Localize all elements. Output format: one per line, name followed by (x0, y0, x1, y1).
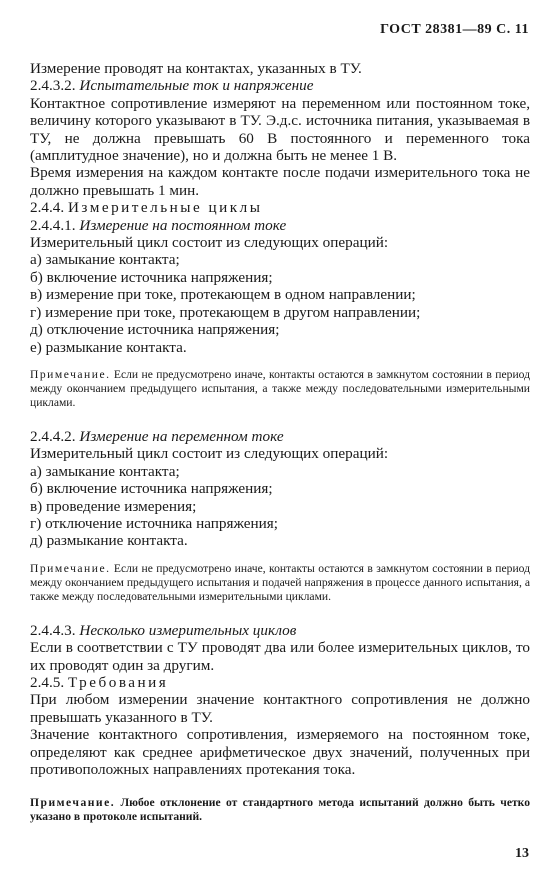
note (30, 796, 530, 824)
list-item: г) измерение при токе, протекающем в другом направлении; (30, 303, 421, 321)
note-label: Примечание. (30, 367, 111, 381)
section-number: 2.4.5. (30, 673, 65, 691)
note-text: Любое отклонение от стандартного метода испытаний должно быть четко указано в протоколе испытаний. (30, 796, 530, 824)
section-number: 2.4.4.2. (30, 427, 76, 445)
list-item: б) включение источника напряжения; (30, 268, 273, 286)
section-number: 2.4.4. (30, 199, 65, 217)
note (30, 368, 530, 410)
list-item: а) замыкание контакта; (30, 462, 180, 480)
note-text: Если не предусмотрено иначе, контакты остаются в замкнутом состоянии в период между окончанием предыдущего испытания и подачей напряжения в процессе данного испытания, а также между последовательными измерительными циклами. (30, 561, 531, 603)
note-label: Примечание. (30, 561, 111, 575)
section-title: Испытательные ток и напряжение (79, 77, 314, 95)
section-title: Несколько измерительных циклов (79, 621, 297, 639)
list-item: е) размыкание контакта. (30, 338, 187, 356)
paragraph: Время измерения на каждом контакте после подачи измерительного тока не должно превышать 1 мин. (30, 164, 530, 199)
list-item: д) отключение источника напряжения; (30, 321, 280, 339)
section-heading (30, 199, 530, 216)
section-heading (30, 428, 530, 445)
page-number: 13 (515, 846, 529, 861)
note (30, 562, 530, 604)
section-title: Измерение на переменном токе (79, 427, 284, 445)
note-label: Примечание. (30, 796, 116, 810)
section-heading (30, 622, 530, 639)
section-heading (30, 674, 530, 691)
paragraph: Измерительный цикл состоит из следующих операций: (30, 445, 389, 463)
section-title: Измерение на постоянном токе (79, 216, 287, 234)
paragraph: Контактное сопротивление измеряют на переменном или постоянном токе, величину которого указывают в ТУ. Э.д.с. источника питания, указываемая в ТУ, не должна превышать 60 В постоянного и переменного тока (амплитудное значение), но и должна быть не менее 1 В. (30, 94, 530, 165)
list-item: в) проведение измерения; (30, 497, 197, 515)
section-heading (30, 77, 530, 94)
page-header: ГОСТ 28381—89 С. 11 (380, 22, 529, 37)
list-item: а) замыкание контакта; (30, 251, 180, 269)
list-item: б) включение источника напряжения; (30, 480, 273, 498)
section-title: Измерительные циклы (67, 199, 263, 217)
note-text: Если не предусмотрено иначе, контакты остаются в замкнутом состоянии в период между окончанием предыдущего испытания, а также между последовательными измерительными циклами. (30, 367, 531, 409)
section-title: Требования (67, 673, 169, 691)
paragraph: Значение контактного сопротивления, измеряемого на постоянном токе, определяют как среднее арифметическое двух значений, полученных при противоположных направлениях протекания тока. (30, 726, 530, 778)
paragraph: Измерительный цикл состоит из следующих операций: (30, 234, 389, 252)
section-number: 2.4.3.2. (30, 77, 76, 95)
paragraph: При любом измерении значение контактного сопротивления не должно превышать указанного в ТУ. (30, 691, 530, 726)
section-number: 2.4.4.1. (30, 216, 76, 234)
list-item: д) размыкание контакта. (30, 532, 188, 550)
paragraph: Если в соответствии с ТУ проводят два или более измерительных циклов, то их проводят один за другим. (30, 639, 530, 674)
section-number: 2.4.4.3. (30, 621, 76, 639)
document-body (30, 60, 530, 824)
list-item: г) отключение источника напряжения; (30, 514, 278, 532)
paragraph: Измерение проводят на контактах, указанных в ТУ. (30, 60, 362, 77)
section-heading (30, 217, 530, 234)
list-item: в) измерение при токе, протекающем в одном направлении; (30, 286, 416, 304)
